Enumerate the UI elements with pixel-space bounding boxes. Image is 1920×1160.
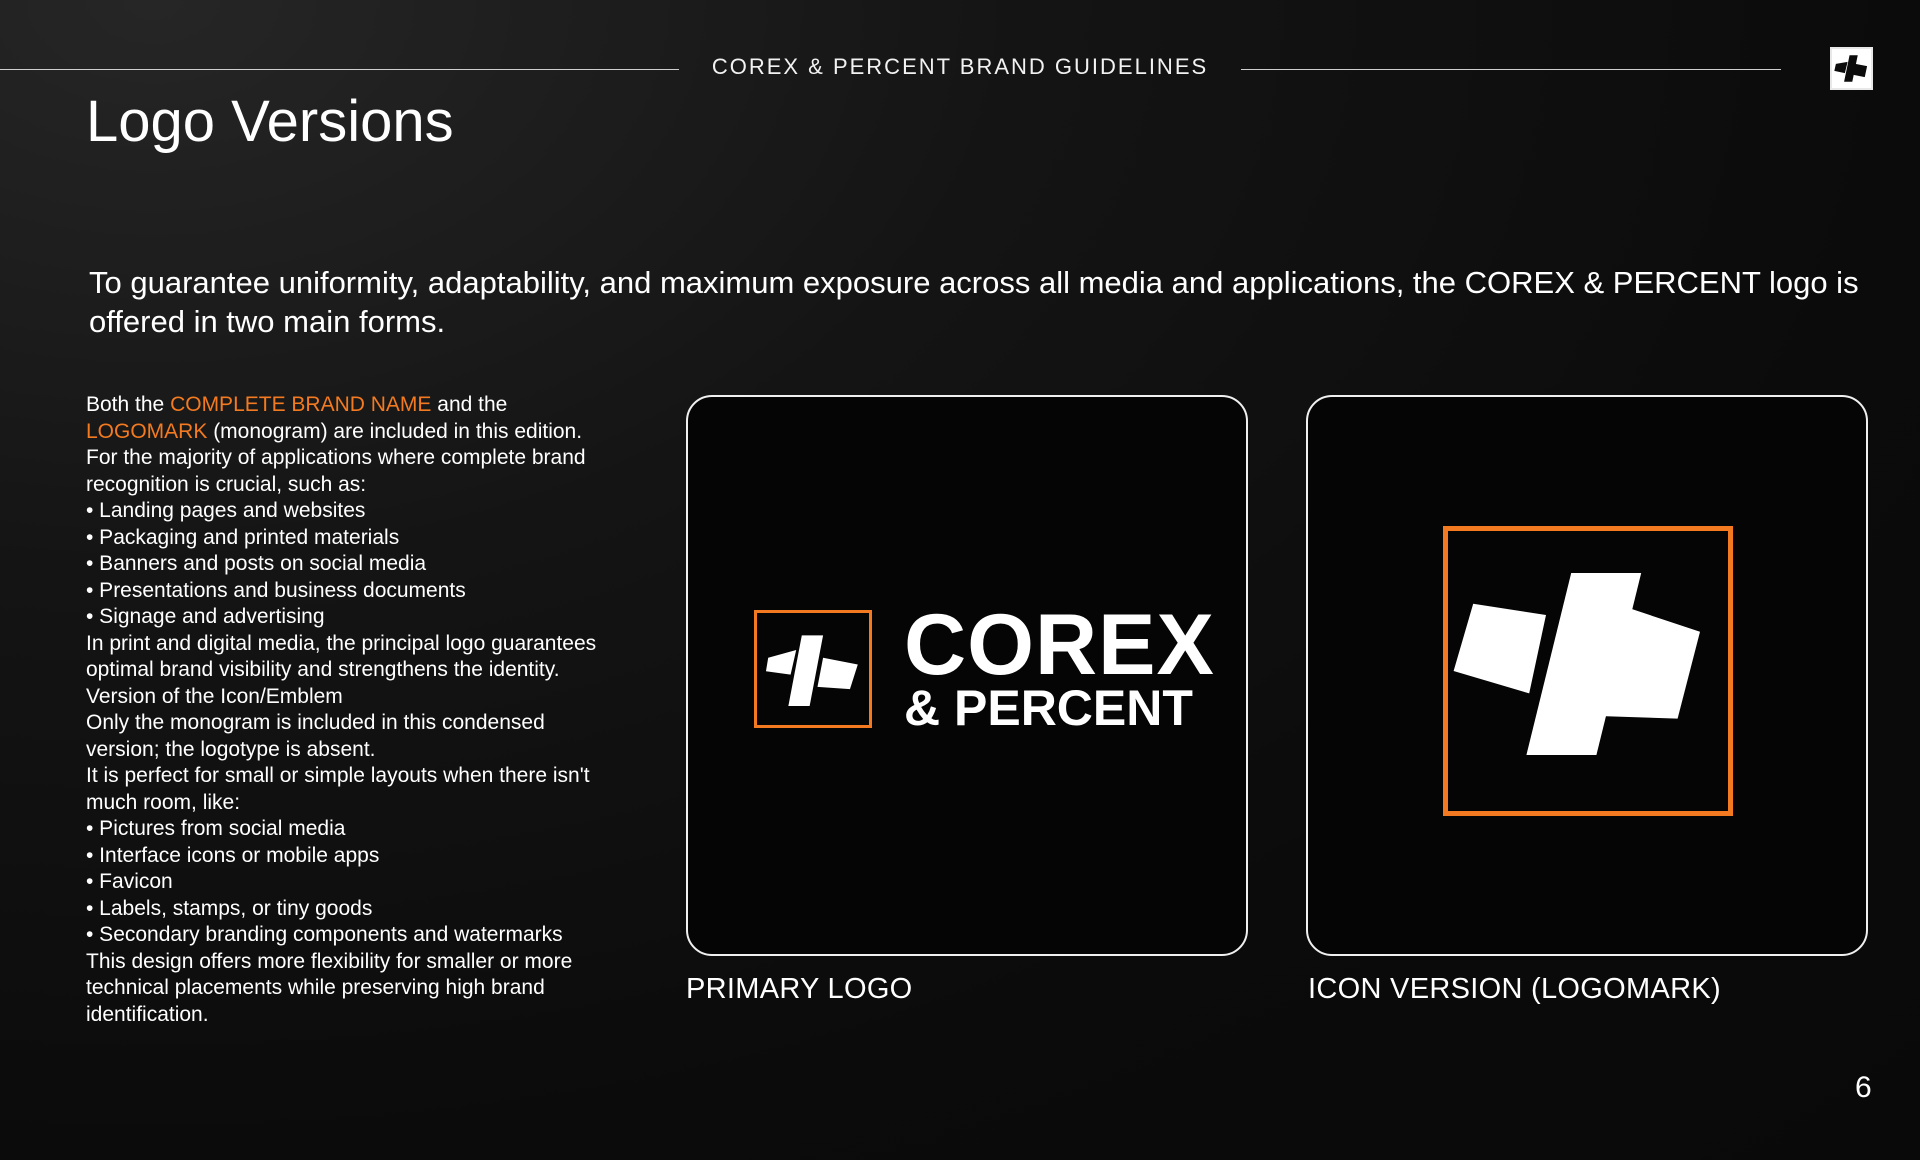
- header-title: COREX & PERCENT BRAND GUIDELINES: [711, 54, 1209, 79]
- intro-paragraph: To guarantee uniformity, adaptability, and maximum exposure across all media and applications, the COREX & PERCENT logo is offered in two main forms.: [89, 265, 1859, 339]
- body-line: optimal brand visibility and strengthens the identity.: [86, 658, 560, 681]
- body-text-span: and the: [431, 393, 508, 416]
- bullet-item: • Pictures from social media: [86, 817, 346, 840]
- monogram-shape: [757, 613, 869, 725]
- corex-monogram-icon: [1830, 47, 1873, 90]
- monogram-shape: [1448, 531, 1728, 811]
- body-line: recognition is crucial, such as:: [86, 472, 367, 496]
- body-line: technical placements while preserving high brand: [86, 976, 545, 999]
- icon-version-caption: ICON VERSION (LOGOMARK): [1308, 973, 1721, 1005]
- body-text: [86, 392, 646, 1028]
- icon-version-card: [1306, 395, 1868, 956]
- body-line: Version of the Icon/Emblem: [86, 684, 343, 708]
- page-number: 6: [1855, 1071, 1872, 1104]
- wordmark-corex: COREX: [904, 597, 1215, 693]
- bullet-item: • Interface icons or mobile apps: [86, 843, 380, 867]
- body-line: much room, like:: [86, 790, 241, 814]
- body-line: Only the monogram is included in this condensed: [86, 711, 545, 734]
- primary-logo-caption: PRIMARY LOGO: [686, 973, 913, 1005]
- logomark-icon: [1443, 526, 1733, 816]
- bullet-item: • Landing pages and websites: [86, 499, 366, 522]
- body-line: In print and digital media, the principal logo guarantees: [86, 631, 597, 655]
- body-line: [86, 419, 646, 446]
- bullet-item: • Presentations and business documents: [86, 578, 466, 602]
- bullet-item: • Signage and advertising: [86, 605, 325, 628]
- bullet-item: • Secondary branding components and watermarks: [86, 923, 563, 946]
- page-title: Logo Versions: [86, 89, 454, 154]
- body-line: This design offers more flexibility for smaller or more: [86, 949, 573, 973]
- primary-logo-card: [686, 395, 1248, 956]
- brand-wordmark: [904, 597, 1215, 736]
- body-line: [86, 392, 646, 419]
- body-text-span: Both the: [86, 393, 171, 416]
- wordmark-percent: & PERCENT: [904, 680, 1193, 736]
- highlight-logomark: LOGOMARK: [86, 419, 208, 443]
- bullet-item: • Packaging and printed materials: [86, 525, 400, 549]
- logomark-icon: [754, 610, 872, 728]
- body-line: version; the logotype is absent.: [86, 737, 376, 761]
- header-rule-left: [0, 69, 679, 70]
- bullet-item: • Banners and posts on social media: [86, 552, 427, 575]
- header-rule-right: [1241, 69, 1781, 70]
- body-line: It is perfect for small or simple layouts when there isn't: [86, 764, 590, 787]
- highlight-complete-brand-name: COMPLETE BRAND NAME: [170, 393, 432, 416]
- body-text-span: (monogram) are included in this edition.: [207, 419, 583, 443]
- bullet-item: • Favicon: [86, 870, 173, 893]
- bullet-item: • Labels, stamps, or tiny goods: [86, 896, 373, 920]
- body-line: identification.: [86, 1002, 209, 1026]
- body-line: For the majority of applications where complete brand: [86, 446, 586, 469]
